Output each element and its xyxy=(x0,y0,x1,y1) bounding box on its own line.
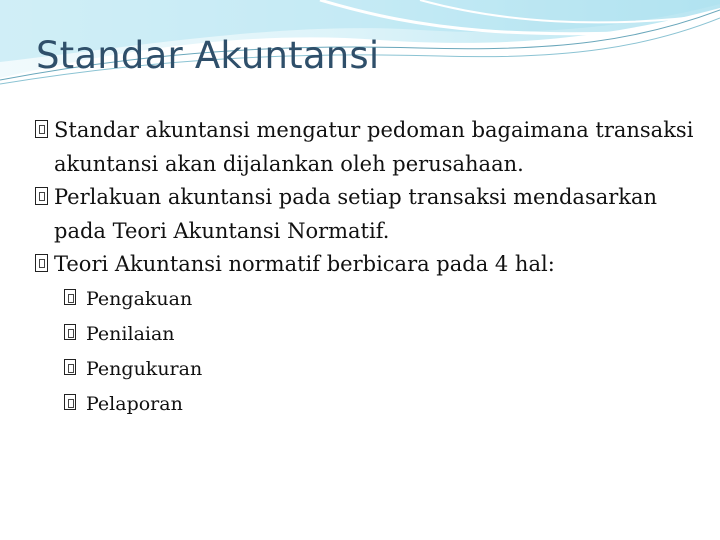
missing-glyph-box-icon xyxy=(64,324,76,340)
slide-content xyxy=(32,114,702,422)
missing-glyph-box-icon xyxy=(64,394,76,410)
sub-bullet-text: Pengakuan xyxy=(86,287,193,310)
sub-bullet-text: Penilaian xyxy=(86,322,175,345)
bullet-text: Standar akuntansi mengatur pedoman bagaimana transaksi akuntansi akan dijalankan oleh perusahaan. xyxy=(54,118,694,176)
missing-glyph-box-icon xyxy=(35,254,48,272)
bullet-item xyxy=(32,248,702,282)
sub-bullet-text: Pelaporan xyxy=(86,392,183,415)
sub-bullet-text: Pengukuran xyxy=(86,357,203,380)
sub-bullet-item xyxy=(32,317,702,352)
sub-bullet-item xyxy=(32,352,702,387)
bullet-item xyxy=(32,114,702,181)
missing-glyph-box-icon xyxy=(64,289,76,305)
bullet-item xyxy=(32,181,702,248)
missing-glyph-box-icon xyxy=(35,120,48,138)
sub-bullet-item xyxy=(32,387,702,422)
slide-title: Standar Akuntansi xyxy=(36,34,380,77)
missing-glyph-box-icon xyxy=(35,187,48,205)
sub-bullet-item xyxy=(32,282,702,317)
missing-glyph-box-icon xyxy=(64,359,76,375)
bullet-text: Teori Akuntansi normatif berbicara pada 4 hal: xyxy=(54,252,555,277)
bullet-text: Perlakuan akuntansi pada setiap transaksi mendasarkan pada Teori Akuntansi Normatif. xyxy=(54,185,658,243)
